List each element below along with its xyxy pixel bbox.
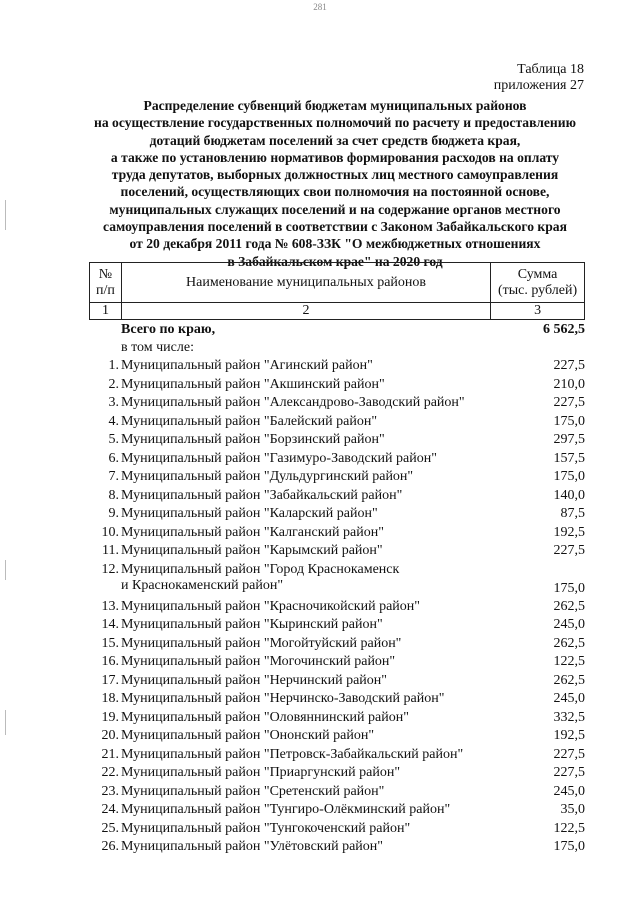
district-name xyxy=(121,358,511,374)
table-row xyxy=(89,783,585,802)
column-index-3: 3 xyxy=(491,303,585,320)
district-name xyxy=(121,839,511,855)
district-name xyxy=(121,747,511,763)
row-amount: 227,5 xyxy=(553,358,585,373)
row-amount: 175,0 xyxy=(553,580,585,596)
row-number: 1. xyxy=(108,358,119,373)
district-name-line: Муниципальный район "Карымский район" xyxy=(121,543,383,558)
row-number: 26. xyxy=(101,839,119,854)
table-number: Таблица 18 xyxy=(517,62,584,77)
district-name-line: Муниципальный район "Забайкальский район" xyxy=(121,487,403,503)
scan-mark xyxy=(5,200,6,230)
district-name xyxy=(121,784,511,800)
row-amount: 262,5 xyxy=(553,598,585,614)
district-name xyxy=(121,432,511,448)
table-row xyxy=(89,672,585,691)
row-amount: 122,5 xyxy=(553,820,585,836)
row-number: 13. xyxy=(101,598,119,614)
district-name-line: Муниципальный район "Могойтуйский район" xyxy=(121,635,402,651)
table-row xyxy=(89,653,585,672)
column-sum-header: Сумма (тыс. рублей) xyxy=(491,263,585,303)
column-name-header: Наименование муниципальных районов xyxy=(121,263,490,303)
district-name xyxy=(121,617,511,633)
table-reference xyxy=(494,62,584,94)
district-name xyxy=(121,543,511,559)
table-row xyxy=(89,376,585,395)
district-name-line: Муниципальный район "Тунгиро-Олёкминский район" xyxy=(121,802,451,817)
table-row xyxy=(89,542,585,561)
district-name xyxy=(121,654,511,670)
row-number: 21. xyxy=(101,746,119,762)
district-name xyxy=(121,377,511,393)
district-name-line: Муниципальный район "Калганский район" xyxy=(121,524,384,540)
row-number: 15. xyxy=(101,635,119,651)
row-amount: 227,5 xyxy=(553,746,585,762)
row-amount: 157,5 xyxy=(553,450,585,466)
table-row xyxy=(89,468,585,487)
row-amount: 192,5 xyxy=(553,728,585,743)
table-row xyxy=(89,635,585,654)
district-name xyxy=(121,710,511,726)
table-row xyxy=(89,820,585,839)
row-amount: 175,0 xyxy=(553,413,585,429)
row-number: 22. xyxy=(101,765,119,780)
row-amount: 192,5 xyxy=(553,524,585,540)
column-index-1: 1 xyxy=(90,303,122,320)
row-number: 8. xyxy=(108,487,119,503)
row-amount: 227,5 xyxy=(553,765,585,780)
district-name xyxy=(121,488,511,504)
row-number: 7. xyxy=(108,469,119,484)
row-amount: 262,5 xyxy=(553,672,585,688)
row-number: 23. xyxy=(101,783,119,799)
document-title xyxy=(80,97,590,270)
table-row xyxy=(89,413,585,432)
scan-mark xyxy=(5,560,6,580)
title-line: поселений, осуществляющих свои полномочия на постоянной основе, xyxy=(120,184,550,200)
title-line: в Забайкальском крае" на 2020 год xyxy=(227,253,443,269)
district-name xyxy=(121,821,511,837)
district-name xyxy=(121,562,511,594)
row-number: 3. xyxy=(108,395,119,410)
row-number: 5. xyxy=(108,432,119,447)
title-line: труда депутатов, выборных должностных лиц местного самоуправления xyxy=(111,167,559,183)
district-name-line: Муниципальный район "Оловяннинский район" xyxy=(121,709,409,725)
row-amount: 227,5 xyxy=(553,543,585,558)
table-row xyxy=(89,487,585,506)
district-name xyxy=(121,395,511,411)
district-name-line: Муниципальный район "Нерчинско-Заводский район" xyxy=(121,691,445,706)
column-number-header: № п/п xyxy=(90,263,122,303)
column-index-2: 2 xyxy=(121,303,490,320)
district-name-line: Муниципальный район "Агинский район" xyxy=(121,358,373,373)
district-name xyxy=(121,506,511,522)
district-name xyxy=(121,414,511,430)
row-number: 12. xyxy=(101,561,119,577)
district-name-line: Муниципальный район "Балейский район" xyxy=(121,413,378,429)
title-line: муниципальных служащих поселений и на содержание органов местного xyxy=(109,201,561,217)
row-number: 11. xyxy=(102,543,119,558)
table-row xyxy=(89,709,585,728)
district-name-line: Муниципальный район "Дульдургинский район" xyxy=(121,469,414,484)
title-line: а также по установлению нормативов формирования расходов на оплату xyxy=(110,149,560,165)
district-name-line: Муниципальный район "Александрово-Заводский район" xyxy=(121,395,465,410)
row-amount: 175,0 xyxy=(553,839,585,854)
row-number: 20. xyxy=(101,728,119,743)
district-name xyxy=(121,451,511,467)
district-name xyxy=(121,728,511,744)
table-row xyxy=(89,524,585,543)
row-number: 19. xyxy=(101,709,119,725)
title-line: дотаций бюджетам поселений за счет средств бюджета края, xyxy=(149,132,521,148)
row-number: 2. xyxy=(108,376,119,392)
district-name-line: Муниципальный район "Петровск-Забайкальский район" xyxy=(121,746,464,762)
district-name xyxy=(121,636,511,652)
district-name xyxy=(121,802,511,818)
district-name-line: Муниципальный район "Могочинский район" xyxy=(121,654,396,669)
row-amount: 35,0 xyxy=(560,802,585,817)
row-number: 16. xyxy=(101,654,119,669)
district-name-line: Муниципальный район "Каларский район" xyxy=(121,506,378,521)
row-amount: 210,0 xyxy=(553,376,585,392)
row-number: 18. xyxy=(101,691,119,706)
title-line: от 20 декабря 2011 года № 608-ЗЗК "О межбюджетных отношениях xyxy=(129,236,541,252)
table-row xyxy=(89,727,585,746)
total-label: Всего по краю, xyxy=(121,322,216,337)
district-name-line: Муниципальный район "Ононский район" xyxy=(121,728,375,743)
table-row xyxy=(89,357,585,376)
row-amount: 297,5 xyxy=(553,432,585,447)
district-name xyxy=(121,691,511,707)
row-number: 4. xyxy=(108,413,119,429)
row-amount: 245,0 xyxy=(553,783,585,799)
table-row xyxy=(89,746,585,765)
total-value: 6 562,5 xyxy=(543,322,585,337)
row-number: 9. xyxy=(108,506,119,521)
row-amount: 245,0 xyxy=(553,617,585,632)
row-amount: 140,0 xyxy=(553,487,585,503)
table-row xyxy=(89,616,585,635)
row-amount: 245,0 xyxy=(553,691,585,706)
row-number: 17. xyxy=(101,672,119,688)
scan-mark xyxy=(5,710,6,735)
table-row xyxy=(89,764,585,783)
table-row xyxy=(89,505,585,524)
table-row xyxy=(89,450,585,469)
row-amount: 175,0 xyxy=(553,469,585,484)
appendix-number: приложения 27 xyxy=(493,78,584,93)
including-label: в том числе: xyxy=(121,340,194,355)
district-name-line: Муниципальный район "Сретенский район" xyxy=(121,783,385,799)
row-number: 24. xyxy=(101,802,119,817)
district-name-line: Муниципальный район "Приаргунский район" xyxy=(121,765,401,780)
table-row xyxy=(89,561,585,598)
district-name-line: Муниципальный район "Борзинский район" xyxy=(121,432,385,447)
district-name xyxy=(121,469,511,485)
district-name xyxy=(121,765,511,781)
district-name xyxy=(121,599,511,615)
row-amount: 122,5 xyxy=(553,654,585,669)
title-line: Распределение субвенций бюджетам муниципальных районов xyxy=(143,98,527,113)
row-amount: 87,5 xyxy=(560,506,585,521)
total-row xyxy=(89,322,585,340)
district-name-line: Муниципальный район "Тунгокоченский район" xyxy=(121,820,411,836)
district-list xyxy=(89,357,585,857)
row-number: 6. xyxy=(108,450,119,466)
district-name-line: Муниципальный район "Нерчинский район" xyxy=(121,672,387,688)
table-row xyxy=(89,690,585,709)
page-number: 281 xyxy=(313,2,327,12)
row-amount: 332,5 xyxy=(553,709,585,725)
table-header xyxy=(89,262,585,320)
district-name-line: Муниципальный район "Город Краснокаменск xyxy=(121,561,400,577)
district-name-line: Муниципальный район "Красночикойский район" xyxy=(121,598,420,614)
row-number: 14. xyxy=(101,617,119,632)
district-name-line: и Краснокаменский район" xyxy=(121,577,284,593)
table-row xyxy=(89,838,585,857)
district-name-line: Муниципальный район "Акшинский район" xyxy=(121,376,385,392)
row-number: 10. xyxy=(101,524,119,540)
table-row xyxy=(89,801,585,820)
district-name-line: Муниципальный район "Улётовский район" xyxy=(121,839,383,854)
table-row xyxy=(89,394,585,413)
row-amount: 227,5 xyxy=(553,395,585,410)
title-line: на осуществление государственных полномочий по расчету и предоставлению xyxy=(94,115,576,131)
row-amount: 262,5 xyxy=(553,635,585,651)
table-row xyxy=(89,431,585,450)
title-line: самоуправления поселений в соответствии с Законом Забайкальского края xyxy=(103,219,567,235)
district-name-line: Муниципальный район "Газимуро-Заводский район" xyxy=(121,450,437,466)
table-row xyxy=(89,598,585,617)
district-name xyxy=(121,673,511,689)
district-name-line: Муниципальный район "Кыринский район" xyxy=(121,617,383,632)
row-number: 25. xyxy=(101,820,119,836)
district-name xyxy=(121,525,511,541)
